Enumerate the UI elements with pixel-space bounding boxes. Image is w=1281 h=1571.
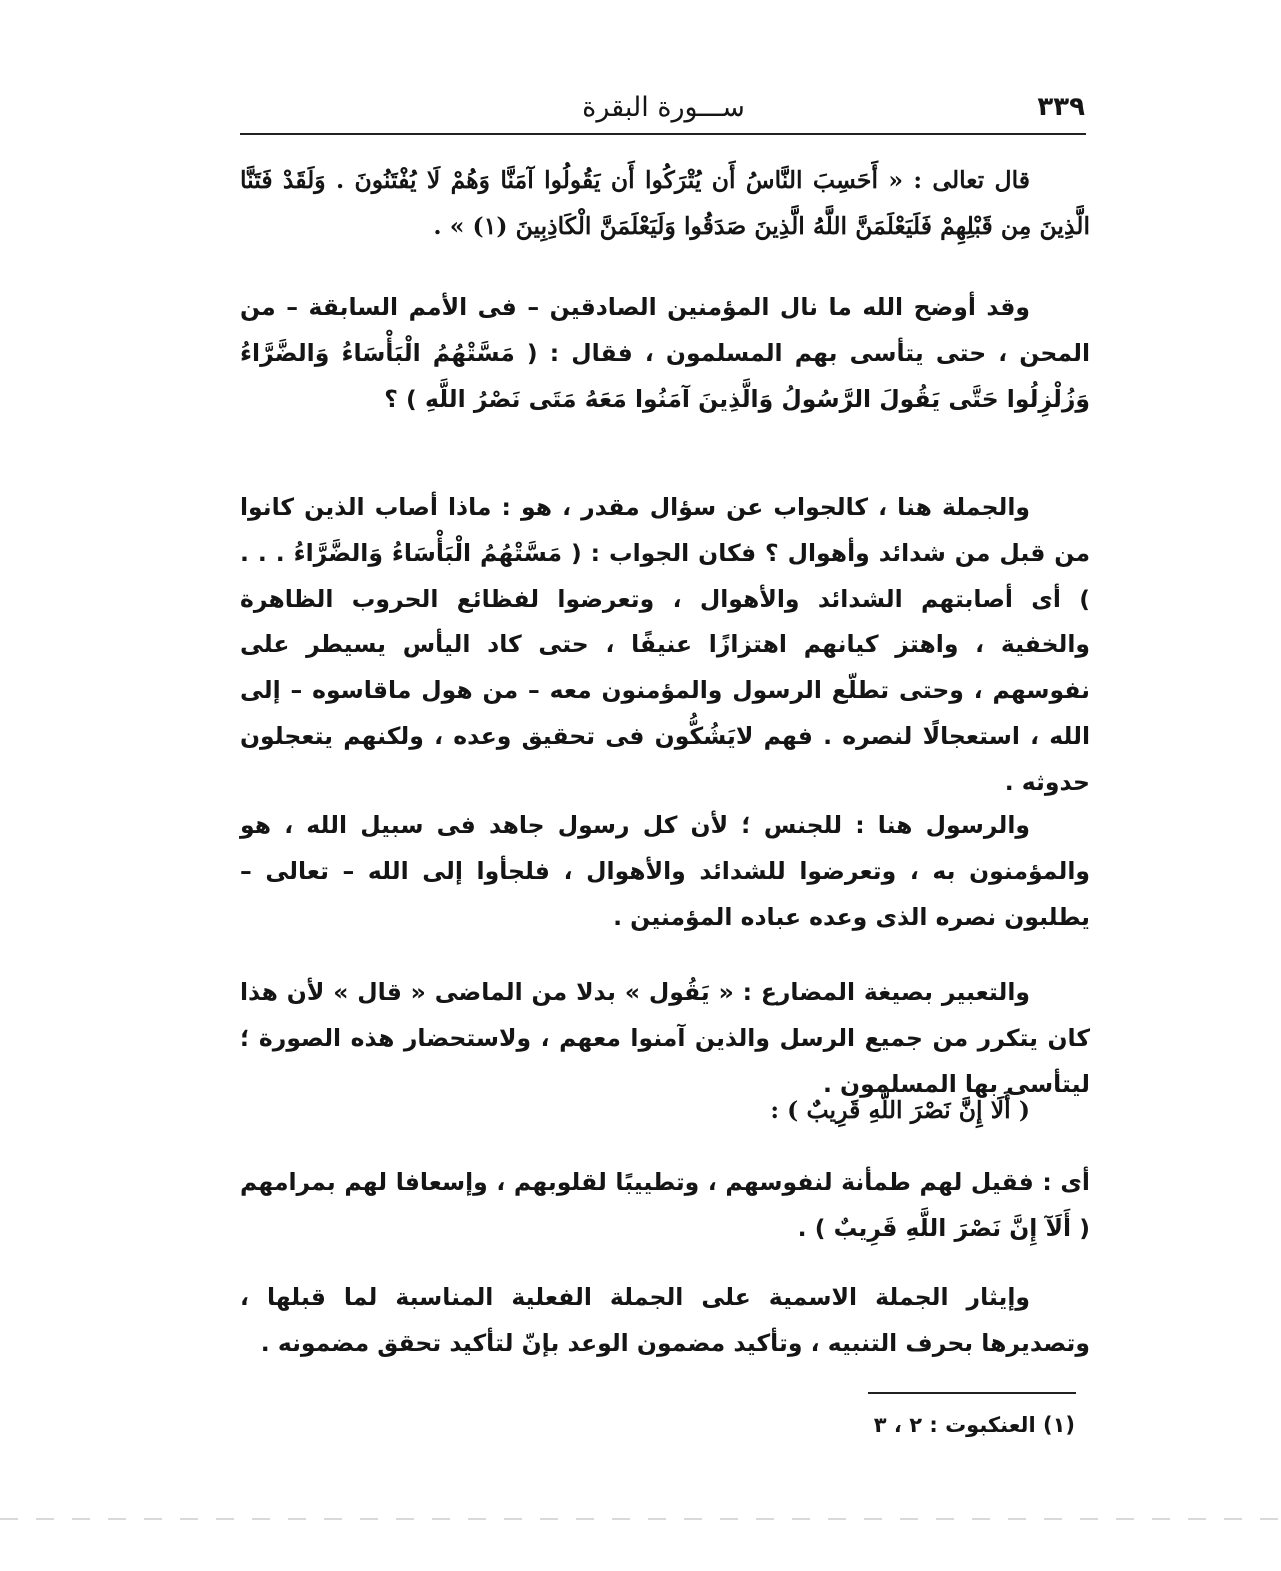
footnote-divider <box>868 1392 1076 1394</box>
header-divider <box>240 133 1086 135</box>
paragraph-nominal-sentence: وإيثار الجملة الاسمية على الجملة الفعلية المناسبة لما قبلها ، وتصديرها بحرف التنبيه ، وتأكيد مضمون الوعد بإنّ لتأكيد تحقق مضمونه . <box>240 1283 1090 1357</box>
page-number: ٣٣٩ <box>1037 92 1085 122</box>
scan-edge-specks <box>0 1518 1281 1520</box>
verse-heading: ( أَلَا إِنَّ نَصْرَ اللَّهِ قَرِيبٌ ) : <box>770 1096 1030 1124</box>
paragraph-sentence-explanation: والجملة هنا ، كالجواب عن سؤال مقدر ، هو : ماذا أصاب الذين كانوا من قبل من شدائد وأهوال ؟ فكان الجواب : ( مَسَّتْهُمُ الْبَأْسَاءُ وَالضَّرَّاءُ . . . ) أى أصابتهم الشدائد والأهوال ، وتعرضوا لفظائع الحروب الظاهرة والخفية ، واهتز كيانهم اهتزازًا عنيفًا ، حتى كاد اليأس يسيطر على نفوسهم ، وحتى تطلّع الرسول والمؤمنون معه – من هول ماقاسوه – إلى الله ، استعجالًا لنصره . فهم لايَشُكُّون فى تحقيق وعده ، ولكنهم يتعجلون حدوثه . <box>240 493 1090 796</box>
paragraph-quote-ankabut: قال تعالى : « أَحَسِبَ النَّاسُ أَن يُتْرَكُوا أَن يَقُولُوا آمَنَّا وَهُمْ لَا يُفْتَنُونَ . وَلَقَدْ فَتَنَّا الَّذِينَ مِن قَبْلِهِمْ فَلَيَعْلَمَنَّ اللَّهُ الَّذِينَ صَدَقُوا وَلَيَعْلَمَنَّ الْكَاذِبِينَ (١) » . <box>240 166 1090 240</box>
paragraph-messenger-meaning: والرسول هنا : للجنس ؛ لأن كل رسول جاهد فى سبيل الله ، هو والمؤمنون به ، وتعرضوا للشدائد والأهوال ، فلجأوا إلى الله – تعالى – يطلبون نصره الذى وعده عباده المؤمنين . <box>240 811 1090 931</box>
footnote: (١) العنكبوت : ٢ ، ٣ <box>873 1413 1075 1437</box>
paragraph-trials-previous-nations: وقد أوضح الله ما نال المؤمنين الصادقين – فى الأمم السابقة – من المحن ، حتى يتأسى بهم المسلمون ، فقال : ( مَسَّتْهُمُ الْبَأْسَاءُ وَالضَّرَّاءُ وَزُلْزِلُوا حَتَّى يَقُولَ الرَّسُولُ وَالَّذِينَ آمَنُوا مَعَهُ مَتَى نَصْرُ اللَّهِ ) ؟ <box>240 293 1090 413</box>
paragraph-present-tense: والتعبير بصيغة المضارع : « يَقُول » بدلا من الماضى « قال » لأن هذا كان يتكرر من جميع الرسل والذين آمنوا معهم ، ولاستحضار هذه الصورة ؛ ليتأسى بها المسلمون . <box>240 978 1090 1098</box>
surah-title: ســـورة البقرة <box>582 92 745 123</box>
paragraph-reassurance: أى : فقيل لهم طمأنة لنفوسهم ، وتطييبًا لقلوبهم ، وإسعافا لهم بمرامهم ( أَلَآ إِنَّ نَصْرَ اللَّهِ قَرِيبٌ ) . <box>240 1168 1090 1242</box>
page-header <box>242 92 1085 132</box>
